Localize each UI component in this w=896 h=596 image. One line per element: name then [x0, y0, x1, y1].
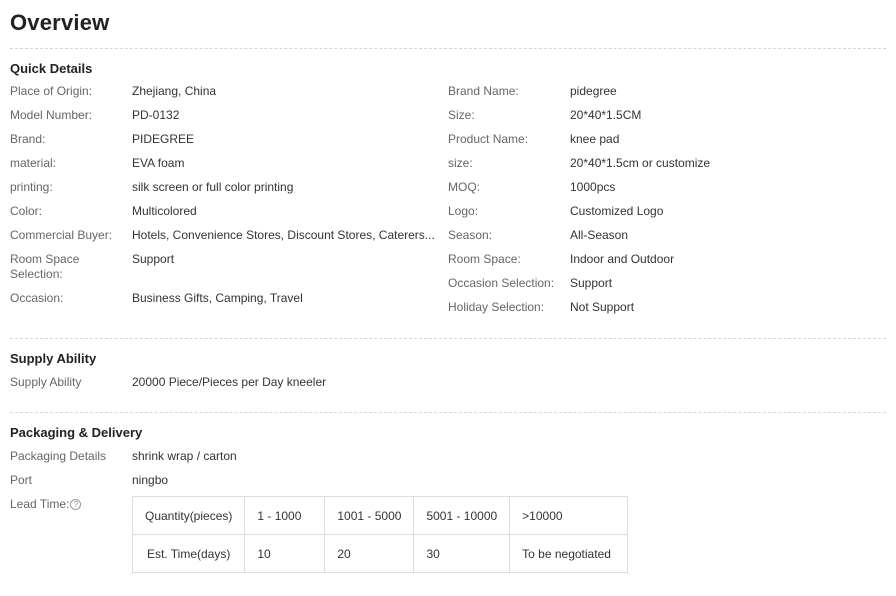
detail-row — [448, 132, 886, 147]
detail-row — [10, 291, 448, 306]
port-value: ningbo — [132, 473, 169, 487]
detail-label: Occasion Selection: — [448, 276, 555, 290]
detail-value: Zhejiang, China — [132, 84, 217, 98]
table-cell-est-time: 30 — [414, 535, 510, 573]
detail-value: 1000pcs — [570, 180, 616, 194]
detail-row — [10, 84, 448, 99]
detail-row — [10, 228, 448, 243]
detail-value: PD-0132 — [132, 108, 180, 122]
detail-label: Holiday Selection: — [448, 300, 545, 314]
table-cell-est-time: To be negotiated — [510, 535, 628, 573]
quick-details-right-column — [448, 84, 886, 324]
detail-value: PIDEGREE — [132, 132, 195, 146]
table-header-range: 1001 - 5000 — [325, 497, 414, 535]
detail-row — [448, 300, 886, 315]
detail-label: Commercial Buyer: — [10, 228, 113, 242]
supply-ability-row — [0, 374, 896, 390]
page-title: Overview — [10, 10, 110, 35]
table-cell-est-time: 10 — [245, 535, 325, 573]
detail-value: 20*40*1.5CM — [570, 108, 642, 122]
detail-label: size: — [448, 156, 473, 170]
supply-ability-value: 20000 Piece/Pieces per Day kneeler — [132, 375, 327, 389]
table-header-range: 5001 - 10000 — [414, 497, 510, 535]
detail-value: silk screen or full color printing — [132, 180, 294, 194]
detail-value: pidegree — [570, 84, 617, 98]
table-header-est-time: Est. Time(days) — [133, 535, 245, 573]
detail-label: Brand Name: — [448, 84, 519, 98]
table-header-range: 1 - 1000 — [245, 497, 325, 535]
packaging-details-value: shrink wrap / carton — [132, 449, 237, 463]
detail-row — [448, 108, 886, 123]
supply-ability-section — [0, 339, 896, 412]
detail-value: Customized Logo — [570, 204, 664, 218]
quick-details-heading: Quick Details — [10, 61, 93, 76]
detail-row — [10, 108, 448, 123]
detail-label: Place of Origin: — [10, 84, 93, 98]
detail-label: Model Number: — [10, 108, 93, 122]
detail-row — [448, 180, 886, 195]
detail-value: Support — [132, 252, 175, 266]
detail-row — [10, 180, 448, 195]
detail-row — [10, 156, 448, 171]
detail-row — [448, 156, 886, 171]
detail-value: EVA foam — [132, 156, 185, 170]
detail-row — [10, 132, 448, 147]
detail-row — [10, 204, 448, 219]
detail-value: Not Support — [570, 300, 635, 314]
supply-ability-heading: Supply Ability — [10, 351, 97, 366]
port-row — [0, 472, 896, 488]
detail-label: Brand: — [10, 132, 46, 146]
detail-value: Multicolored — [132, 204, 197, 218]
detail-value: Indoor and Outdoor — [570, 252, 675, 266]
detail-value: 20*40*1.5cm or customize — [570, 156, 711, 170]
supply-ability-label: Supply Ability — [10, 375, 82, 389]
detail-label: Season: — [448, 228, 493, 242]
detail-row — [448, 276, 886, 291]
detail-row — [448, 252, 886, 267]
detail-row — [448, 84, 886, 99]
detail-value: Business Gifts, Camping, Travel — [132, 291, 303, 305]
help-icon[interactable]: ? — [70, 499, 81, 510]
lead-time-label-text: Lead Time: — [10, 497, 70, 511]
detail-row — [448, 228, 886, 243]
detail-label: Occasion: — [10, 291, 64, 305]
detail-row — [448, 204, 886, 219]
detail-value: Support — [570, 276, 613, 290]
packaging-details-label: Packaging Details — [10, 449, 107, 463]
detail-label: Size: — [448, 108, 475, 122]
detail-value: knee pad — [570, 132, 620, 146]
quick-details-grid — [0, 84, 896, 338]
detail-label: MOQ: — [448, 180, 480, 194]
packaging-delivery-section — [0, 413, 896, 581]
detail-label: Product Name: — [448, 132, 529, 146]
port-label: Port — [10, 473, 33, 487]
packaging-details-row — [0, 448, 896, 464]
table-row — [133, 497, 628, 535]
detail-row — [10, 252, 448, 282]
table-header-quantity: Quantity(pieces) — [133, 497, 245, 535]
detail-label: Room Space: — [448, 252, 521, 266]
lead-time-table — [132, 496, 628, 573]
detail-label: Logo: — [448, 204, 479, 218]
table-row — [133, 535, 628, 573]
detail-label: material: — [10, 156, 57, 170]
detail-label: printing: — [10, 180, 53, 194]
lead-time-label — [10, 496, 130, 512]
detail-label: Room Space Selection: — [10, 252, 80, 281]
detail-value: All-Season — [570, 228, 629, 242]
table-cell-est-time: 20 — [325, 535, 414, 573]
packaging-delivery-heading: Packaging & Delivery — [10, 425, 143, 440]
detail-label: Color: — [10, 204, 43, 218]
lead-time-row — [0, 496, 896, 573]
table-header-range: >10000 — [510, 497, 628, 535]
quick-details-left-column — [10, 84, 448, 324]
detail-value: Hotels, Convenience Stores, Discount Stores, Caterers... — [132, 228, 435, 242]
